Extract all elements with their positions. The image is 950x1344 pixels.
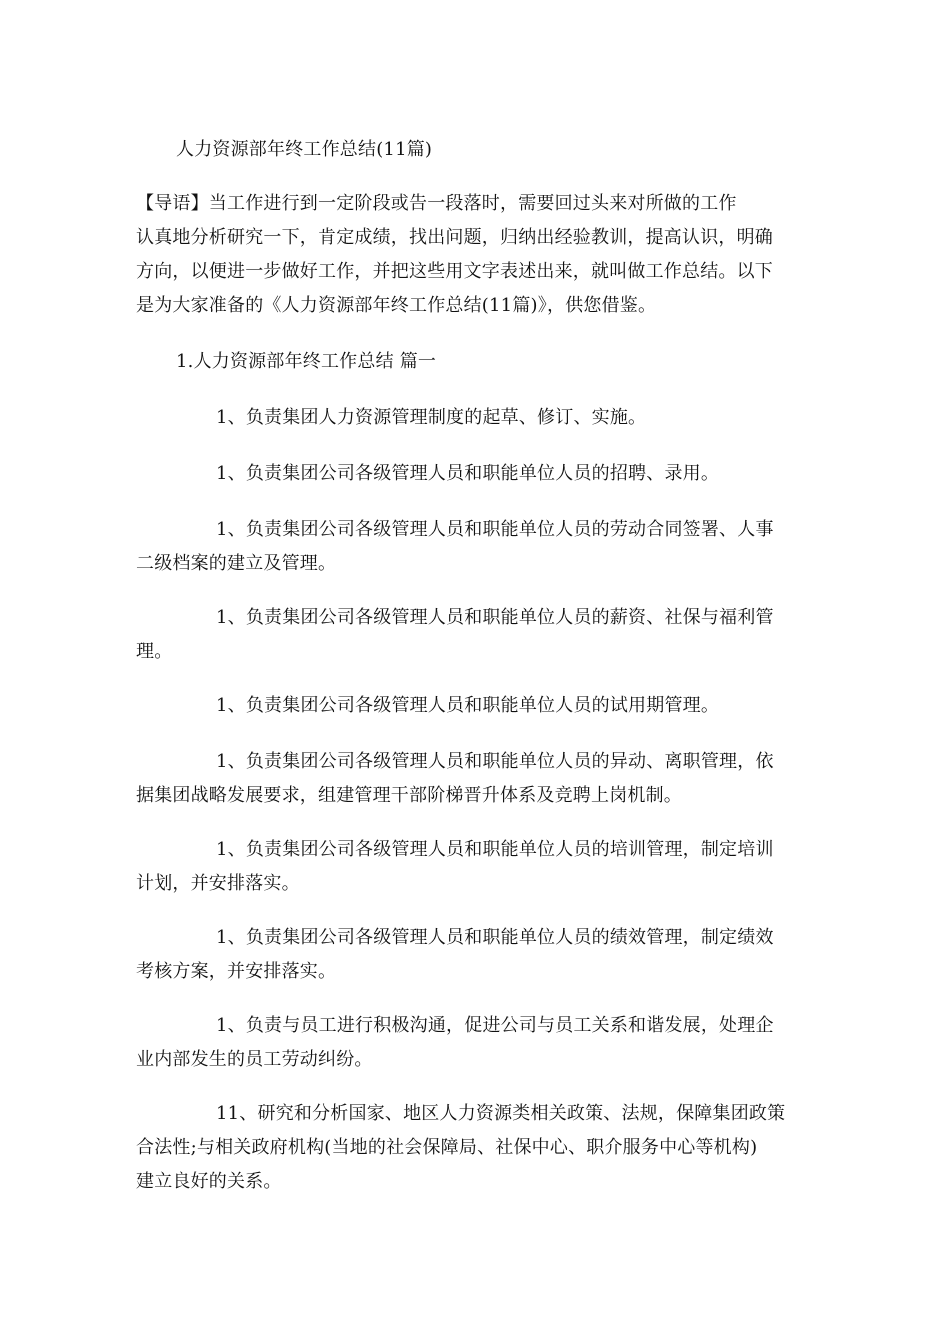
list-item: 1、负责集团公司各级管理人员和职能单位人员的招聘、录用。 [216, 463, 720, 484]
list-item: 1、负责集团公司各级管理人员和职能单位人员的薪资、社保与福利管 [216, 607, 774, 628]
list-item-continuation: 建立良好的关系。 [136, 1171, 282, 1192]
list-item: 1、负责集团公司各级管理人员和职能单位人员的试用期管理。 [216, 695, 720, 716]
section-heading: 1.人力资源部年终工作总结 篇一 [176, 351, 437, 372]
intro-line: 是为大家准备的《人力资源部年终工作总结(11篇)》，供您借鉴。 [136, 295, 657, 316]
list-item-continuation: 业内部发生的员工劳动纠纷。 [136, 1049, 373, 1070]
list-item: 1、负责集团公司各级管理人员和职能单位人员的培训管理，制定培训 [216, 839, 774, 860]
list-item-continuation: 考核方案，并安排落实。 [136, 961, 337, 982]
intro-line: 方向，以便进一步做好工作，并把这些用文字表述出来，就叫做工作总结。以下 [136, 261, 773, 282]
intro-line: 【导语】当工作进行到一定阶段或告一段落时，需要回过头来对所做的工作 [136, 193, 737, 214]
document-title: 人力资源部年终工作总结(11篇) [176, 139, 433, 160]
list-item: 1、负责集团公司各级管理人员和职能单位人员的劳动合同签署、人事 [216, 519, 774, 540]
list-item: 1、负责集团人力资源管理制度的起草、修订、实施。 [216, 407, 647, 428]
list-item-continuation: 理。 [136, 641, 173, 662]
list-item: 1、负责与员工进行积极沟通，促进公司与员工关系和谐发展，处理企 [216, 1015, 774, 1036]
list-item-continuation: 合法性;与相关政府机构(当地的社会保障局、社保中心、职介服务中心等机构) [136, 1137, 758, 1158]
list-item: 11、研究和分析国家、地区人力资源类相关政策、法规，保障集团政策 [216, 1103, 786, 1124]
list-item: 1、负责集团公司各级管理人员和职能单位人员的绩效管理，制定绩效 [216, 927, 774, 948]
intro-line: 认真地分析研究一下，肯定成绩，找出问题，归纳出经验教训，提高认识，明确 [136, 227, 773, 248]
list-item-continuation: 据集团战略发展要求，组建管理干部阶梯晋升体系及竞聘上岗机制。 [136, 785, 682, 806]
list-item-continuation: 计划，并安排落实。 [136, 873, 300, 894]
list-item-continuation: 二级档案的建立及管理。 [136, 553, 337, 574]
list-item: 1、负责集团公司各级管理人员和职能单位人员的异动、离职管理，依 [216, 751, 774, 772]
